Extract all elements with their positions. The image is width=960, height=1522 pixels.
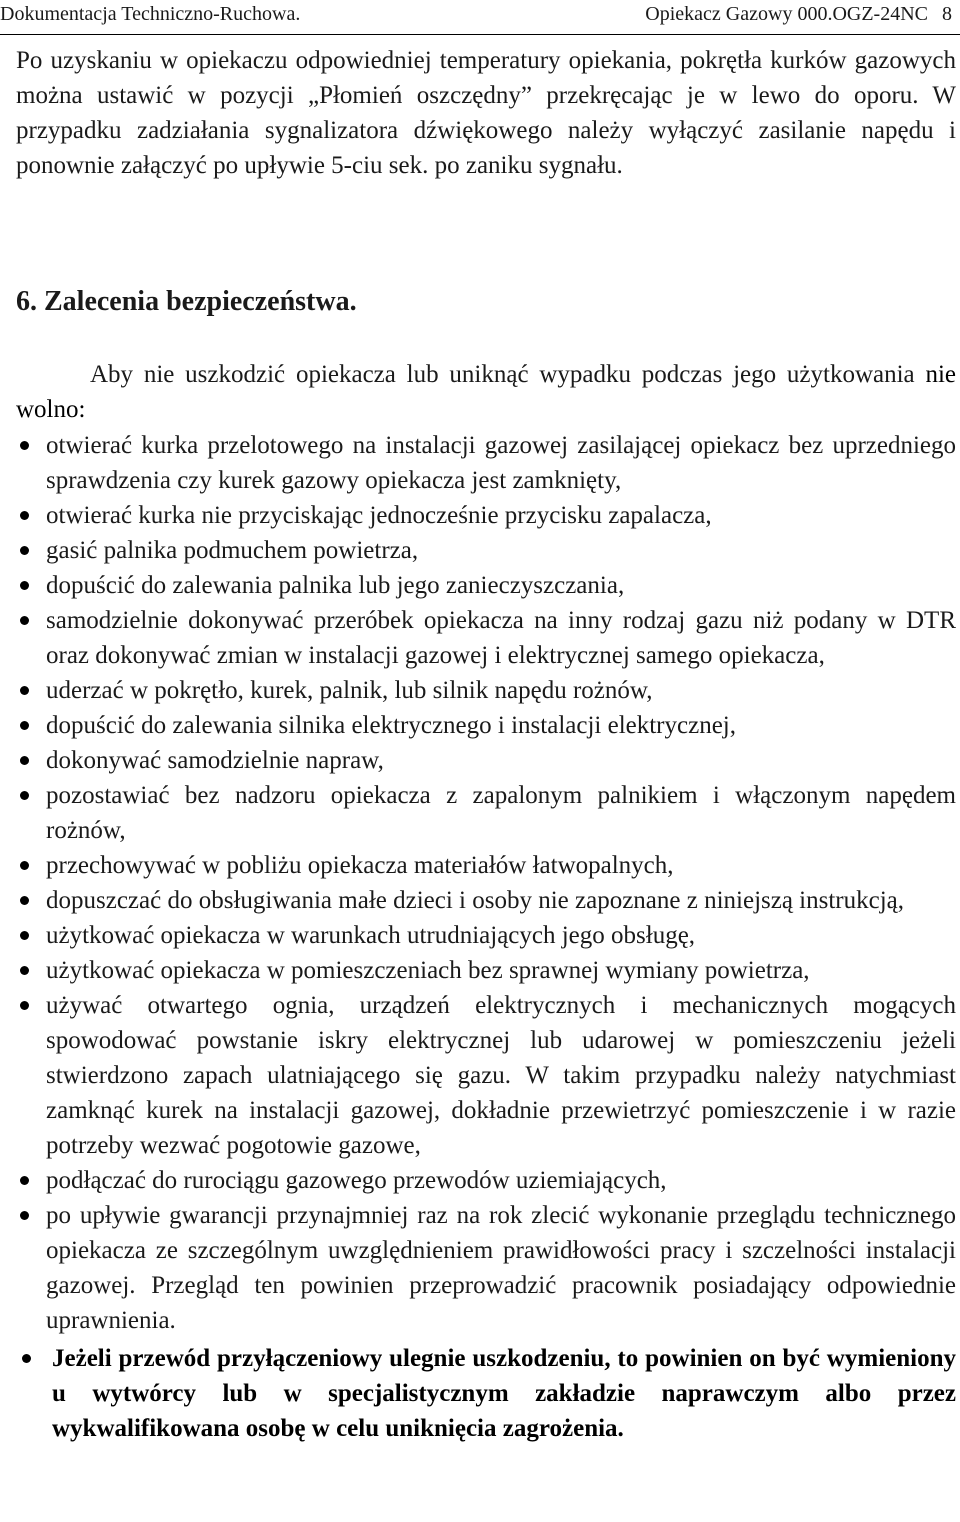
list-item xyxy=(0,1163,960,1198)
list-item xyxy=(0,988,960,1163)
header-document-type: Dokumentacja Techniczno-Ruchowa. xyxy=(0,3,301,25)
bullet-icon xyxy=(20,1176,29,1185)
bullet-icon xyxy=(20,931,29,940)
list-item xyxy=(0,708,960,743)
bullet-icon xyxy=(20,721,29,730)
list-item xyxy=(0,498,960,533)
list-item-text: dopuścić do zalewania palnika lub jego zanieczyszczania, xyxy=(46,572,625,599)
list-item-text: używać otwartego ognia, urządzeń elektrycznych i mechanicznych mogących spowodować powstanie iskry elektrycznej lub udarowej w pomieszczeniu jeżeli stwierdzono zapach ulatniającego się gazu. W takim przypadku należy natychmiast zamknąć kurek na instalacji gazowej, dokładnie przewietrzyć pomieszczenie i w razie potrzeby wezwać pogotowie gazowe, xyxy=(46,992,956,1159)
bullet-icon xyxy=(20,546,29,555)
bullet-icon xyxy=(20,511,29,520)
list-item-text: przechowywać w pobliżu opiekacza materiałów łatwopalnych, xyxy=(46,852,674,879)
bullet-icon xyxy=(20,441,29,450)
list-item-text: otwierać kurka przelotowego na instalacji gazowej zasilającej opiekacz bez uprzedniego sprawdzenia czy kurek gazowy opiekacza jest zamknięty, xyxy=(46,432,956,494)
list-item-text: użytkować opiekacza w pomieszczeniach bez sprawnej wymiany powietrza, xyxy=(46,957,810,984)
final-warning xyxy=(0,1341,960,1446)
list-item xyxy=(0,778,960,848)
list-item-text: dopuścić do zalewania silnika elektrycznego i instalacji elektrycznej, xyxy=(46,712,736,739)
list-item-text: podłączać do rurociągu gazowego przewodów uziemiających, xyxy=(46,1167,667,1194)
bullet-icon xyxy=(20,966,29,975)
intro-paragraph: Po uzyskaniu w opiekaczu odpowiedniej temperatury opiekania, pokrętła kurków gazowych można ustawić w pozycji „Płomień oszczędny” przekręcając je w lewo do oporu. W przypadku zadziałania sygnalizatora dźwiękowego należy wyłączyć zasilanie napędu i ponownie załączyć po upływie 5-ciu sek. po zaniku sygnału. xyxy=(16,47,956,179)
prohibitions-list xyxy=(0,428,960,1446)
bullet-icon xyxy=(20,616,29,625)
bullet-icon xyxy=(20,861,29,870)
list-item-text: otwierać kurka nie przyciskając jednocześnie przycisku zapalacza, xyxy=(46,502,712,529)
list-item xyxy=(0,1198,960,1338)
bullet-icon xyxy=(20,896,29,905)
bullet-icon xyxy=(20,756,29,765)
list-item-text: po upływie gwarancji przynajmniej raz na rok zlecić wykonanie przeglądu technicznego opiekacza ze szczególnym uwzględnieniem prawidłowości pracy i szczelności instalacji gazowej. Przegląd ten powinien przeprowadzić pracownik posiadający odpowiednie uprawnienia. xyxy=(46,1202,956,1334)
list-item xyxy=(0,743,960,778)
list-item xyxy=(0,918,960,953)
final-warning-text: Jeżeli przewód przyłączeniowy ulegnie uszkodzeniu, to powinien on być wymieniony u wytwórcy lub w specjalistycznym zakładzie naprawczym albo przez wykwalifikowana osobę w celu uniknięcia zagrożenia. xyxy=(52,1345,956,1442)
header-product-code: Opiekacz Gazowy 000.OGZ-24NC xyxy=(645,3,928,25)
bullet-icon xyxy=(20,1211,29,1220)
bullet-icon xyxy=(20,581,29,590)
list-item xyxy=(0,428,960,498)
list-item-text: dopuszczać do obsługiwania małe dzieci i osoby nie zapoznane z niniejszą instrukcją, xyxy=(46,887,905,914)
page-header xyxy=(0,0,960,35)
list-item-text: gasić palnika podmuchem powietrza, xyxy=(46,537,419,564)
list-item-text: samodzielnie dokonywać przeróbek opiekacza na inny rodzaj gazu niż podany w DTR oraz dokonywać zmian w instalacji gazowej i elektrycznej samego opiekacza, xyxy=(46,607,956,669)
list-item xyxy=(0,603,960,673)
list-item-text: pozostawiać bez nadzoru opiekacza z zapalonym palnikiem i włączonym napędem rożnów, xyxy=(46,782,956,844)
bullet-icon xyxy=(20,1001,29,1010)
list-item-text: użytkować opiekacza w warunkach utrudniających jego obsługę, xyxy=(46,922,696,949)
section-heading: 6. Zalecenia bezpieczeństwa. xyxy=(16,286,357,317)
list-item xyxy=(0,673,960,708)
bullet-icon xyxy=(22,1354,31,1363)
lead-text: Aby nie uszkodzić opiekacza lub uniknąć wypadku podczas jego użytkowania xyxy=(90,361,926,388)
list-item xyxy=(0,953,960,988)
bullet-icon xyxy=(20,791,29,800)
list-item-text: uderzać w pokrętło, kurek, palnik, lub silnik napędu rożnów, xyxy=(46,677,653,704)
list-item xyxy=(0,883,960,918)
section-lead xyxy=(16,357,956,427)
list-item-text: dokonywać samodzielnie napraw, xyxy=(46,747,384,774)
page-number: 8 xyxy=(942,3,952,25)
list-item xyxy=(0,848,960,883)
lead-emphasis: nie wolno: xyxy=(16,361,956,423)
list-item xyxy=(0,568,960,603)
bullet-icon xyxy=(20,686,29,695)
list-item xyxy=(0,533,960,568)
header-document-id xyxy=(645,0,952,28)
